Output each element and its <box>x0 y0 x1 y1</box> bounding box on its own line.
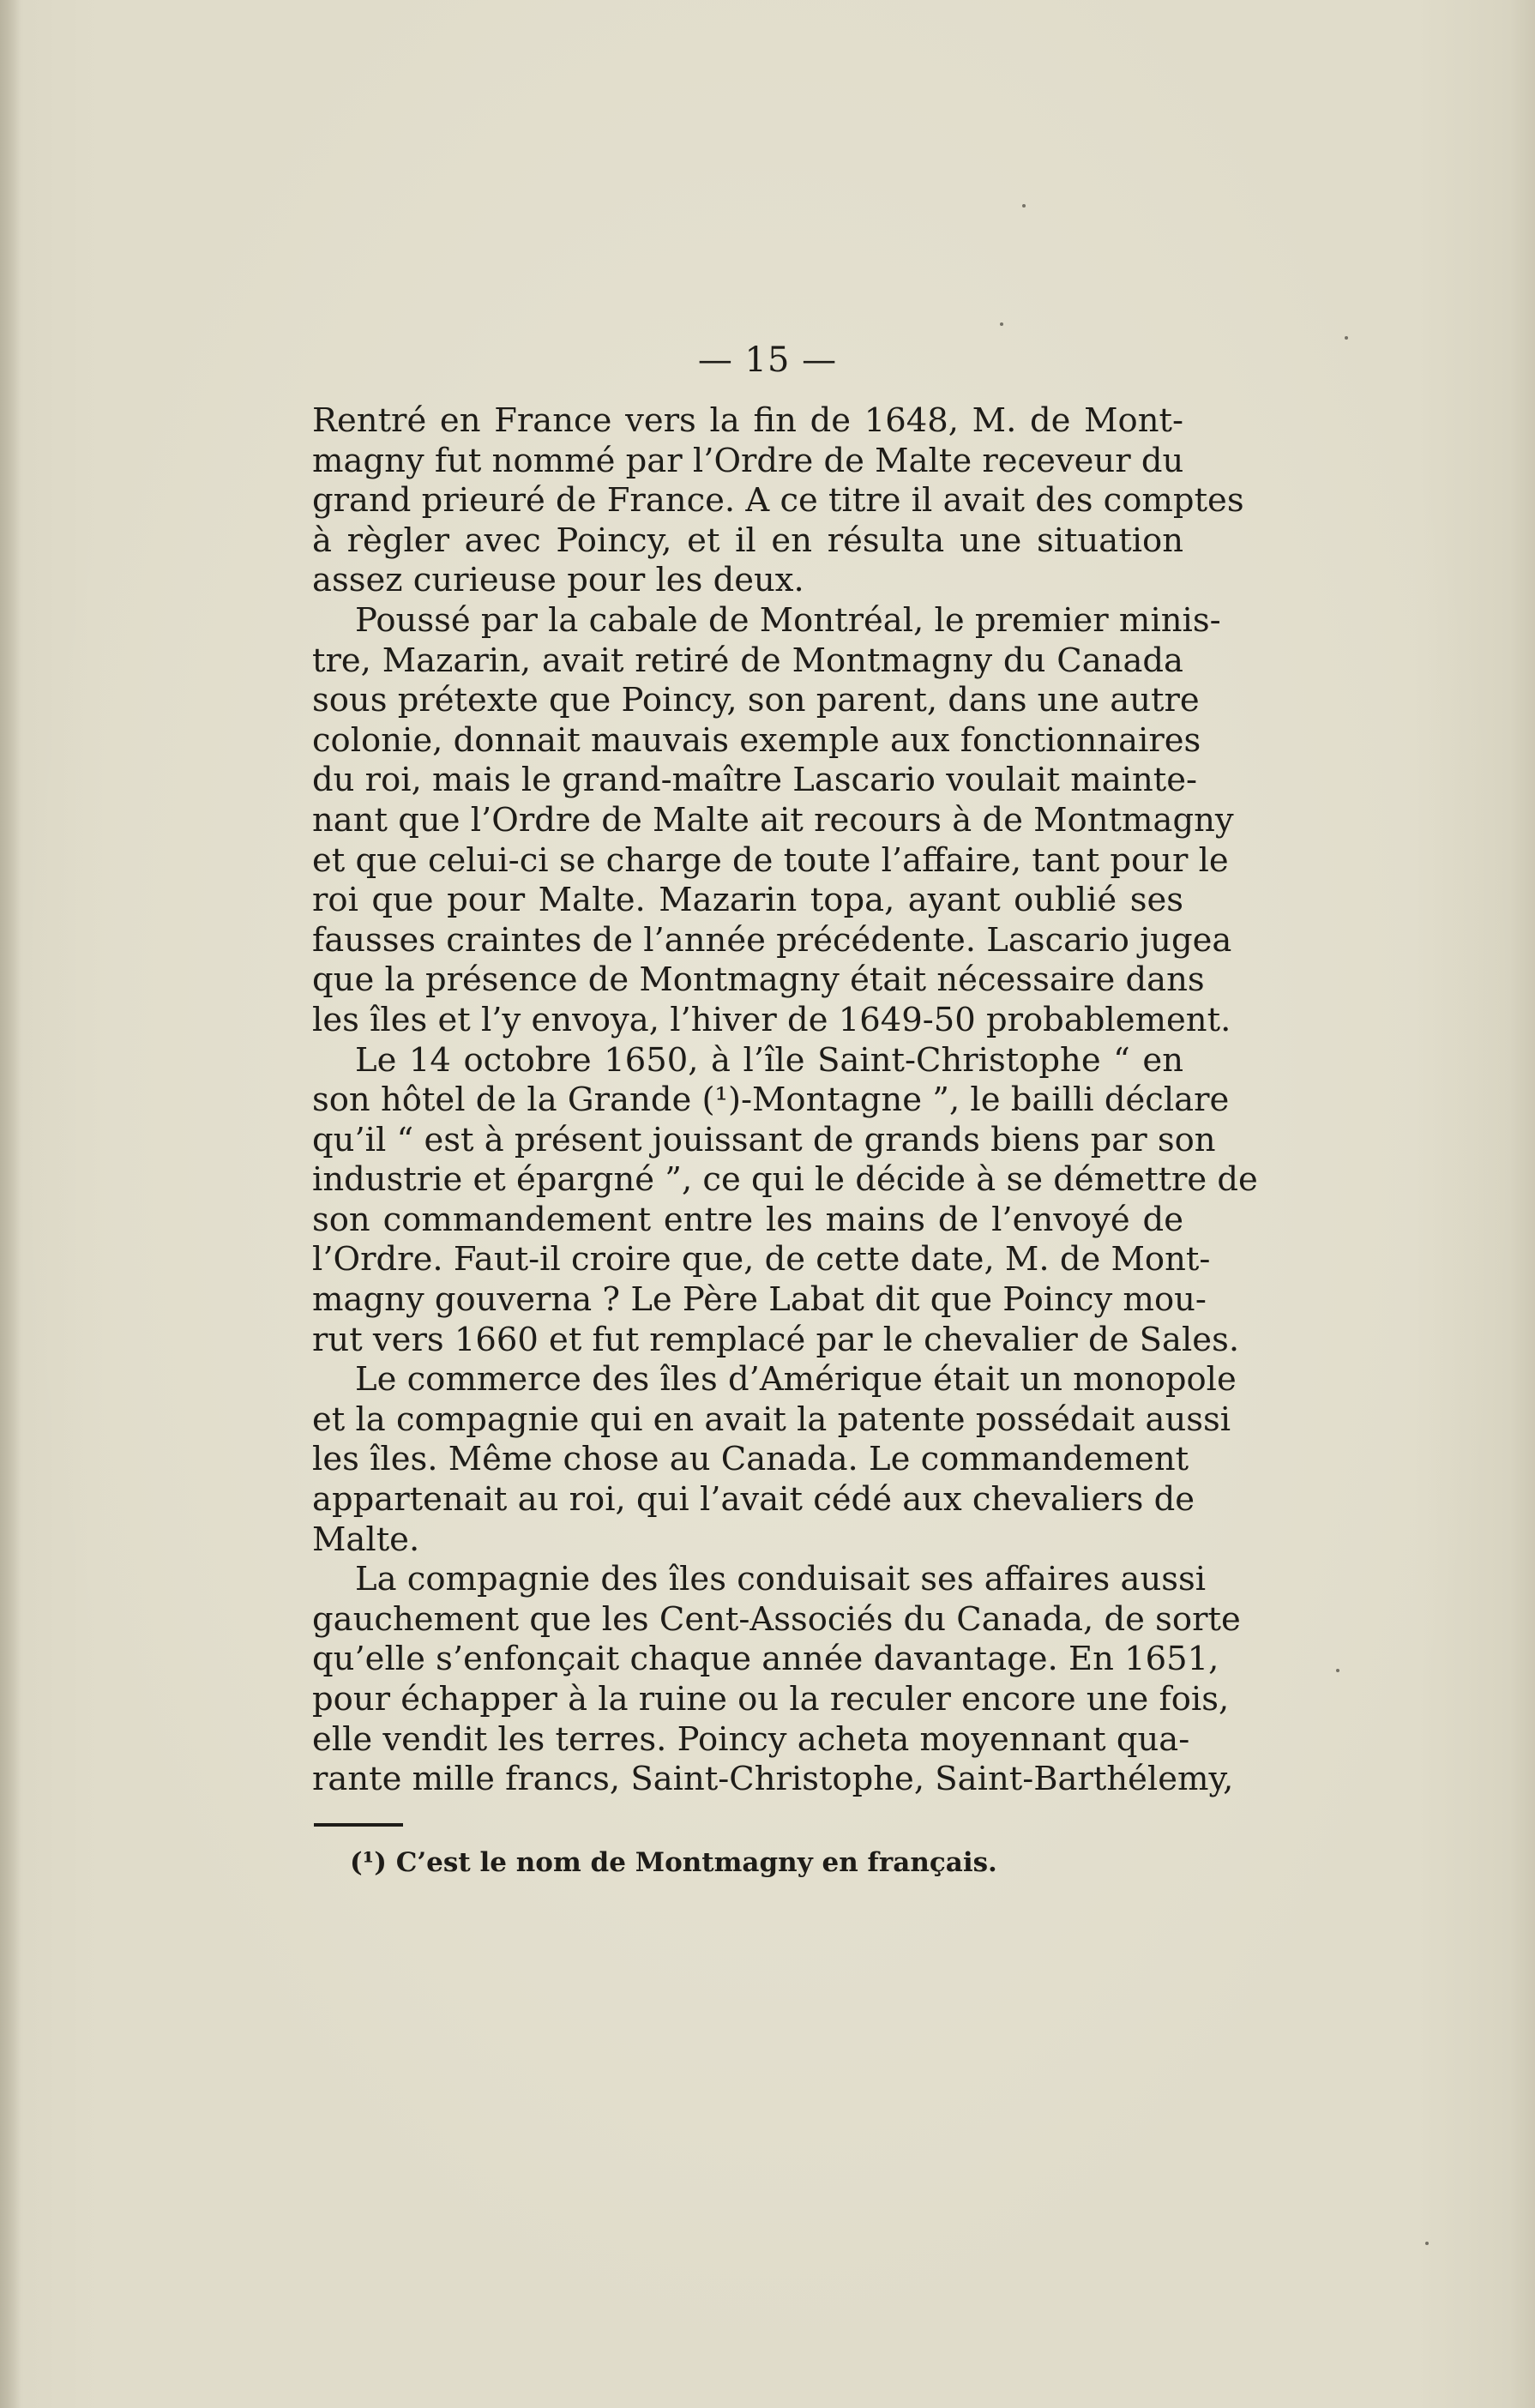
text-line: elle vendit les terres. Poincy acheta moyennant qua- <box>312 1719 1190 1759</box>
text-line: tre, Mazarin, avait retiré de Montmagny du Canada <box>312 641 1183 680</box>
text-line: appartenait au roi, qui l’avait cédé aux chevaliers de <box>312 1480 1195 1520</box>
text-line: que la présence de Montmagny était nécessaire dans <box>312 960 1205 1000</box>
paper-speck <box>1425 2242 1429 2245</box>
paragraph-3 <box>312 1040 1258 1361</box>
text-line: Le 14 octobre 1650, à l’île Saint-Christophe “ en <box>355 1040 1183 1080</box>
text-line: les îles. Même chose au Canada. Le commandement <box>312 1440 1189 1479</box>
text-line: et que celui-ci se charge de toute l’affaire, tant pour le <box>312 840 1229 880</box>
text-line: les îles et l’y envoya, l’hiver de 1649-50 probablement. <box>312 1000 1231 1039</box>
text-line: colonie, donnait mauvais exemple aux fonctionnaires <box>312 720 1201 760</box>
text-line: Poussé par la cabale de Montréal, le premier minis- <box>355 600 1221 640</box>
text-line: son commandement entre les mains de l’envoyé de <box>312 1200 1183 1239</box>
paper-speck <box>1000 322 1003 326</box>
text-line: sous prétexte que Poincy, son parent, dans une autre <box>312 681 1200 720</box>
text-line: rante mille francs, Saint-Christophe, Saint-Barthélemy, <box>312 1760 1234 1799</box>
text-line: Malte. <box>312 1520 420 1559</box>
text-line: Rentré en France vers la fin de 1648, M. de Mont- <box>312 401 1183 440</box>
text-line: du roi, mais le grand-maître Lascario voulait mainte- <box>312 761 1198 800</box>
text-line: pour échapper à la ruine ou la reculer encore une fois, <box>312 1680 1230 1719</box>
text-line: rut vers 1660 et fut remplacé par le chevalier de Sales. <box>312 1320 1240 1359</box>
text-line: nant que l’Ordre de Malte ait recours à de Montmagny <box>312 800 1234 840</box>
text-line: et la compagnie qui en avait la patente possédait aussi <box>312 1400 1231 1439</box>
text-line: La compagnie des îles conduisait ses affaires aussi <box>355 1560 1207 1599</box>
paragraph-1 <box>312 401 1244 601</box>
paper-speck <box>1345 336 1348 340</box>
paragraph-4 <box>312 1360 1237 1560</box>
body-text <box>312 401 1258 1800</box>
text-line: roi que pour Malte. Mazarin topa, ayant oublié ses <box>312 881 1183 920</box>
text-line: industrie et épargné ”, ce qui le décide à se démettre de <box>312 1160 1258 1200</box>
text-line: Le commerce des îles d’Amérique était un monopole <box>355 1360 1237 1400</box>
text-line: assez curieuse pour les deux. <box>312 561 804 600</box>
footnote: (¹) C’est le nom de Montmagny en français. <box>350 1847 997 1878</box>
text-line: son hôtel de la Grande (¹)-Montagne ”, le bailli déclare <box>312 1081 1230 1120</box>
text-line: qu’elle s’enfonçait chaque année davantage. En 1651, <box>312 1640 1219 1679</box>
text-line: gauchement que les Cent-Associés du Canada, de sorte <box>312 1599 1241 1639</box>
text-line: magny fut nommé par l’Ordre de Malte receveur du <box>312 441 1184 480</box>
text-line: grand prieuré de France. A ce titre il avait des comptes <box>312 481 1244 521</box>
page-number: — 15 — <box>697 340 838 380</box>
paper-speck <box>1336 1669 1339 1672</box>
text-line: qu’il “ est à présent jouissant de grands biens par son <box>312 1120 1216 1159</box>
text-line: fausses craintes de l’année précédente. Lascario jugea <box>312 920 1232 960</box>
text-line: l’Ordre. Faut-il croire que, de cette date, M. de Mont- <box>312 1240 1211 1279</box>
text-line: magny gouverna ? Le Père Labat dit que Poincy mou- <box>312 1280 1207 1320</box>
paper-speck <box>1022 204 1026 208</box>
paragraph-2 <box>312 600 1234 1041</box>
text-line: à règler avec Poincy, et il en résulta une situation <box>312 521 1183 560</box>
footnote-separator <box>314 1823 403 1827</box>
paragraph-5 <box>312 1560 1241 1800</box>
